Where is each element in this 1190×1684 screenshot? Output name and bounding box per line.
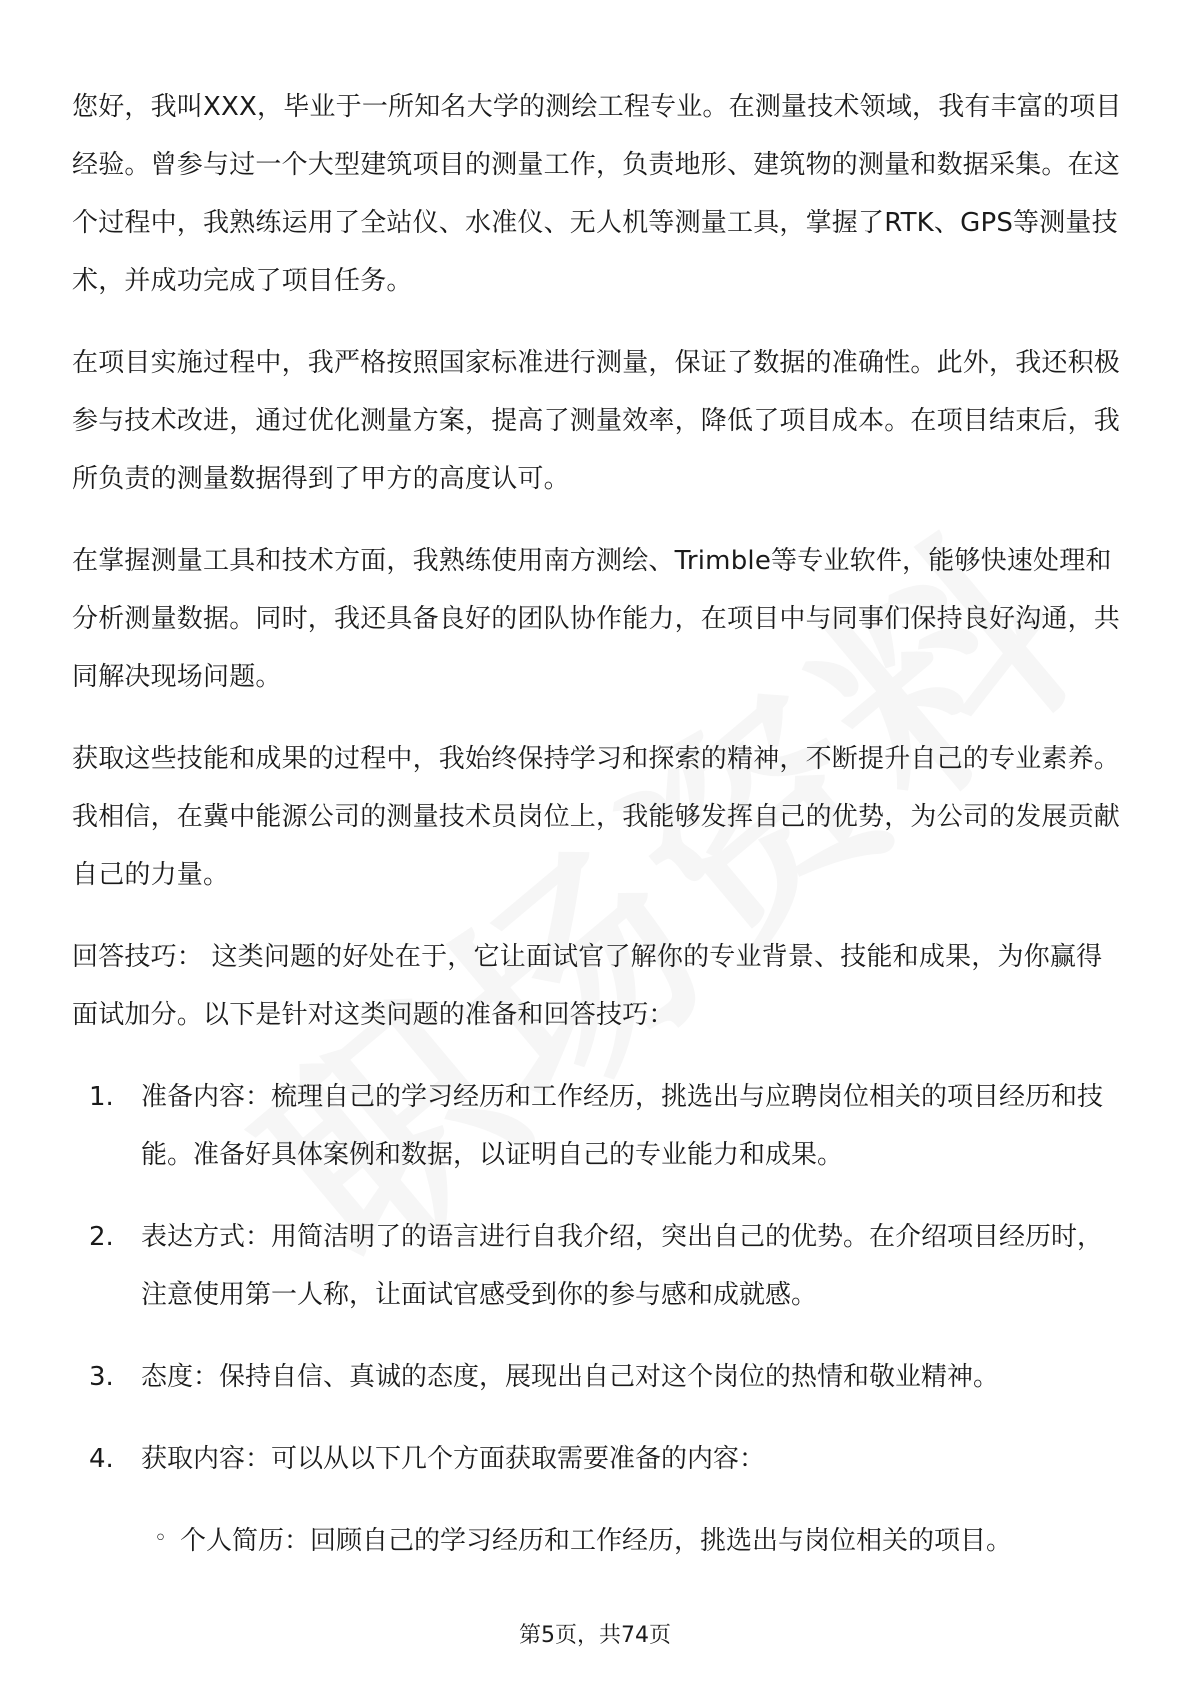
paragraph-intro: 您好，我叫XXX，毕业于一所知名大学的测绘工程专业。在测量技术领域，我有丰富的项目经验。曾参与过一个大型建筑项目的测量工作，负责地形、建筑物的测量和数据采集。在这个过程中，我熟练运用了全站仪、水准仪、无人机等测量工具，掌握了RTK、GPS等测量技术，并成功完成了项目任务。 (72, 92, 1122, 296)
list-item (89, 1208, 1122, 1324)
bullet-icon: ◦ (154, 1526, 167, 1551)
list-item (89, 1348, 1122, 1406)
list-item-text: 态度：保持自信、真诚的态度，展现出自己对这个岗位的热情和敬业精神。 (141, 1362, 1000, 1392)
document-body (72, 78, 1122, 1570)
list-item-number: 4. (89, 1444, 114, 1474)
list-item (89, 1430, 1122, 1488)
list-item (89, 1068, 1122, 1184)
list-item-text: 获取内容：可以从以下几个方面获取需要准备的内容： (141, 1444, 766, 1474)
list-item-text: 准备内容：梳理自己的学习经历和工作经历，挑选出与应聘岗位相关的项目经历和技能。准备好具体案例和数据，以证明自己的专业能力和成果。 (141, 1082, 1104, 1170)
paragraph-tools: 在掌握测量工具和技术方面，我熟练使用南方测绘、Trimble等专业软件，能够快速处理和分析测量数据。同时，我还具备良好的团队协作能力，在项目中与同事们保持良好沟通，共同解决现场问题。 (72, 546, 1121, 692)
sub-list-item (154, 1512, 1122, 1570)
list-item-number: 1. (89, 1082, 114, 1112)
tips-list (72, 1068, 1122, 1488)
page-number: 第5页，共74页 (519, 1623, 671, 1648)
list-item-number: 2. (89, 1222, 114, 1252)
list-item-text: 表达方式：用简洁明了的语言进行自我介绍，突出自己的优势。在介绍项目经历时，注意使用第一人称，让面试官感受到你的参与感和成就感。 (141, 1222, 1104, 1310)
paragraph-growth: 获取这些技能和成果的过程中，我始终保持学习和探索的精神，不断提升自己的专业素养。我相信，在冀中能源公司的测量技术员岗位上，我能够发挥自己的优势，为公司的发展贡献自己的力量。 (72, 744, 1121, 890)
list-item-number: 3. (89, 1362, 114, 1392)
paragraph-answer-tips: 回答技巧： 这类问题的好处在于，它让面试官了解你的专业背景、技能和成果，为你赢得面试加分。以下是针对这类问题的准备和回答技巧： (72, 942, 1103, 1030)
sub-list-item-text: 个人简历：回顾自己的学习经历和工作经历，挑选出与岗位相关的项目。 (180, 1526, 1013, 1556)
paragraph-implementation: 在项目实施过程中，我严格按照国家标准进行测量，保证了数据的准确性。此外，我还积极参与技术改进，通过优化测量方案，提高了测量效率，降低了项目成本。在项目结束后，我所负责的测量数据得到了甲方的高度认可。 (72, 348, 1121, 494)
